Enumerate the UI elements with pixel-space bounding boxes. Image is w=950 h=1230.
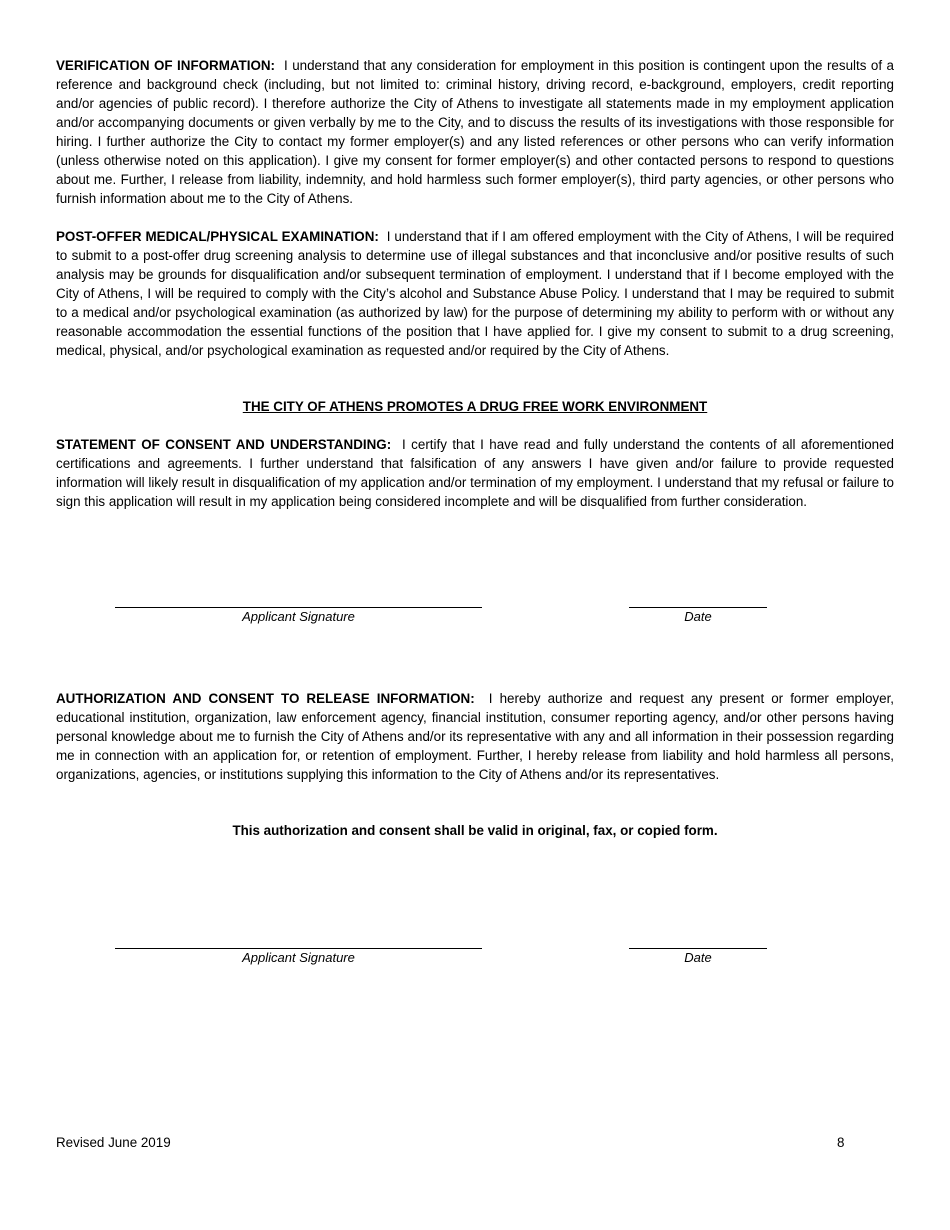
verification-paragraph	[56, 56, 894, 208]
medical-paragraph	[56, 227, 894, 360]
validity-note: This authorization and consent shall be valid in original, fax, or copied form.	[232, 823, 718, 838]
consent-body: I certify that I have read and fully understand the contents of all aforementioned certifications and agreements. I further understand that falsification of any answers I have given and/or failure to provide requested information will likely result in disqualification of my application and/or termination of my employment. I understand that my refusal or failure to sign this application will result in my application being considered incomplete and will be disqualified from further consideration.	[56, 437, 894, 509]
verification-heading: VERIFICATION OF INFORMATION:	[56, 58, 275, 73]
authorization-body: I hereby authorize and request any present or former employer, educational institution, organization, law enforcement agency, financial institution, consumer reporting agency, and/or other persons having personal knowledge about me to furnish the City of Athens and/or its representative with any and all information in their possession regarding me in connection with an application for, or retention of employment. Further, I hereby release from liability and hold harmless all persons, organizations, agencies, or institutions supplying this information to the City of Athens and/or its representatives.	[56, 691, 895, 782]
date-label-2: Date	[684, 950, 712, 965]
medical-body: I understand that if I am offered employment with the City of Athens, I will be required to submit to a post-offer drug screening analysis to determine use of illegal substances and that inconclusive and/or positive results of such analysis may be grounds for disqualification and/or subsequent termination of employment. I understand that if I become employed with the City of Athens, I will be required to comply with the City’s alcohol and Substance Abuse Policy. I understand that I may be required to submit to a medical and/or psychological examination (as authorized by law) for the purpose of determining my ability to perform with or without any reasonable accommodation the essential functions of the position that I have applied for. I give my consent to submit to a drug screening, medical, physical, and/or psychological examination as requested and/or required by the City of Athens.	[56, 229, 894, 358]
drug-free-text: THE CITY OF ATHENS PROMOTES A DRUG FREE WORK ENVIRONMENT	[242, 399, 708, 414]
authorization-paragraph	[56, 689, 894, 784]
applicant-signature-line-1[interactable]	[115, 607, 482, 608]
footer-revised: Revised June 2019	[56, 1135, 171, 1150]
authorization-heading: AUTHORIZATION AND CONSENT TO RELEASE INFORMATION:	[56, 691, 475, 706]
date-label-1: Date	[684, 609, 712, 624]
verification-body: I understand that any consideration for employment in this position is contingent upon the results of a reference and background check (including, but not limited to: criminal history, driving record, e-background, employers, credit reporting and/or agencies of public record). I therefore authorize the City of Athens to investigate all statements made in my employment application and/or accompanying documents or given verbally by me to the City, and to discuss the results of its investigations with those responsible for hiring. I further authorize the City to contact my former employer(s) and any listed references or other persons who can verify information (unless otherwise noted on this application). I give my consent for former employer(s) and other contacted persons to respond to questions about me. Further, I release from liability, indemnity, and hold harmless such former employer(s), third party agencies, or other persons who furnish information about me to the City of Athens.	[56, 58, 894, 206]
date-line-2[interactable]	[629, 948, 767, 949]
consent-paragraph	[56, 435, 894, 511]
applicant-signature-label-1: Applicant Signature	[242, 609, 355, 624]
applicant-signature-line-2[interactable]	[115, 948, 482, 949]
drug-free-heading	[56, 397, 894, 416]
footer-page-number: 8	[837, 1135, 845, 1150]
date-line-1[interactable]	[629, 607, 767, 608]
applicant-signature-label-2: Applicant Signature	[242, 950, 355, 965]
consent-heading: STATEMENT OF CONSENT AND UNDERSTANDING:	[56, 437, 392, 452]
medical-heading: POST-OFFER MEDICAL/PHYSICAL EXAMINATION:	[56, 229, 379, 244]
